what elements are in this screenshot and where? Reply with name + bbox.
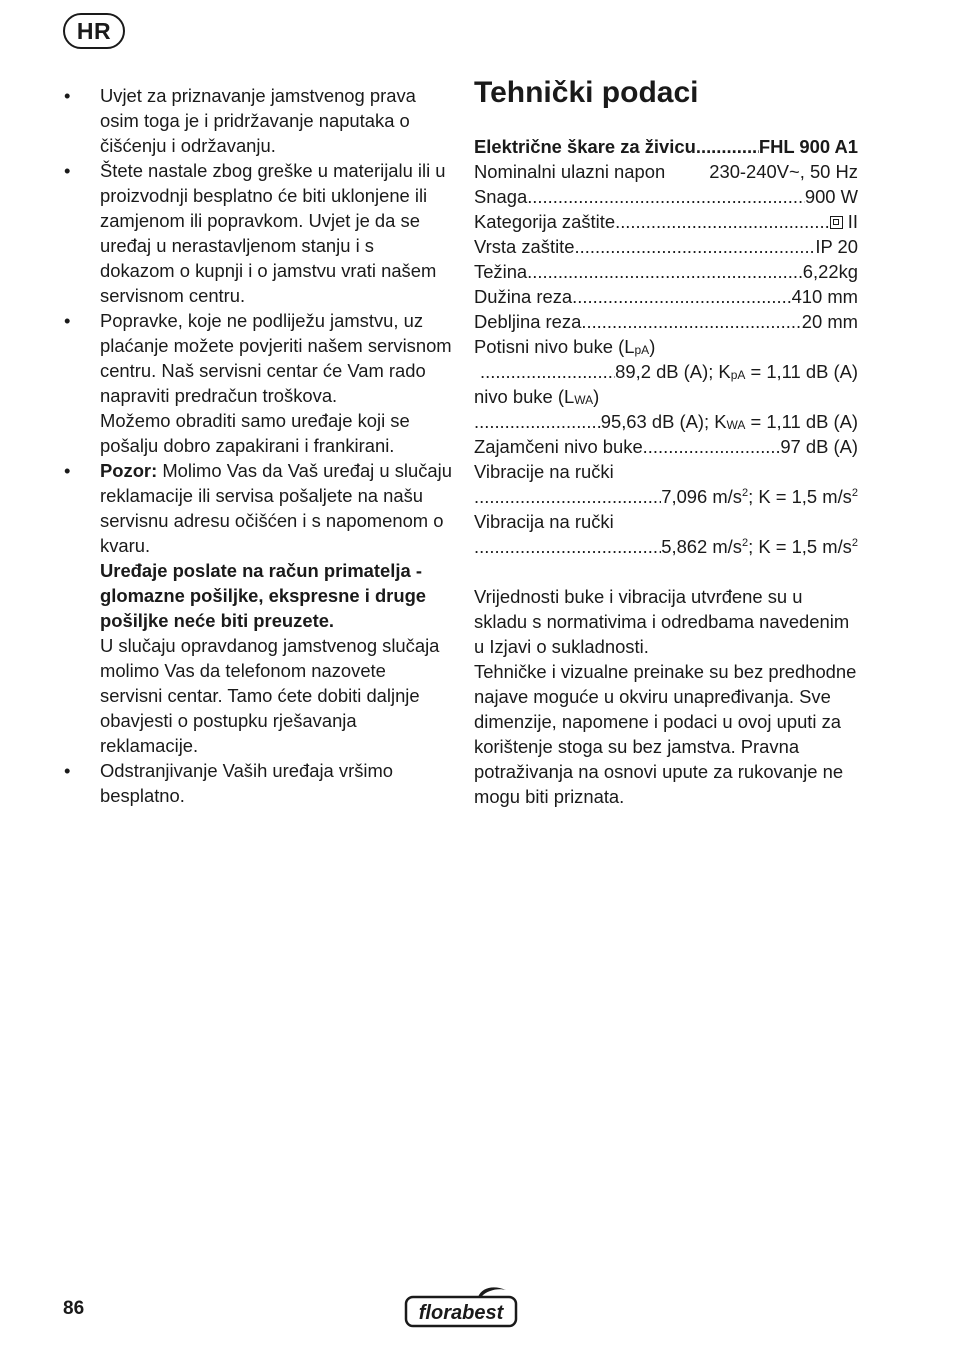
- spec-label: Vrsta zaštite: [474, 236, 575, 257]
- superscript: 2: [851, 487, 858, 499]
- dot-leader: [474, 409, 601, 434]
- spacer: [474, 559, 858, 584]
- dot-leader: [643, 434, 781, 459]
- list-item: [60, 158, 452, 308]
- spec-value: 900 W: [804, 186, 858, 207]
- bullet-extra-text: Možemo obraditi samo uređaje koji se pošalju dobro zapakirani i frankirani.: [100, 410, 410, 456]
- dot-leader: [581, 309, 801, 334]
- spec-value: [661, 484, 858, 509]
- bullet-bold-lead: Pozor:: [100, 460, 158, 481]
- spec-row-power: [474, 184, 858, 209]
- spec-row-guaranteed-sound: [474, 434, 858, 459]
- spec-value: [615, 359, 858, 384]
- bullet-text: Molimo Vas da Vaš uređaj u slučaju reklamacije ili servisa pošaljete na našu servisnu adresu očišćen i s napomenom o kvaru.: [100, 460, 452, 556]
- dot-leader: [474, 534, 661, 559]
- spec-label-sound-power: [474, 384, 858, 409]
- spec-value: 230-240V~, 50 Hz: [709, 161, 858, 182]
- spec-value: [601, 409, 858, 434]
- spec-row-ip: [474, 234, 858, 259]
- dot-leader: [527, 184, 805, 209]
- subscript: pA: [634, 343, 650, 357]
- label-text: Potisni nivo buke (L: [474, 336, 635, 357]
- spec-label: Električne škare za živicu: [474, 136, 696, 157]
- subscript: WA: [574, 393, 594, 407]
- brand-name: florabest: [418, 1302, 504, 1324]
- spec-value: [661, 534, 858, 559]
- bullet-text: Odstranjivanje Vaših uređaja vršimo besplatno.: [100, 760, 394, 806]
- dot-leader: [480, 359, 615, 384]
- spec-value: 20 mm: [801, 311, 858, 332]
- spec-row-weight: [474, 259, 858, 284]
- value-text: 5,862 m/s: [661, 536, 742, 557]
- spec-row-cut-length: [474, 284, 858, 309]
- notes: [474, 584, 858, 809]
- spec-row-sound-pressure: [474, 359, 858, 384]
- bullet-extra-text: U slučaju opravdanog jamstvenog slučaja molimo Vas da telefonom nazovete servisni centar. Tamo ćete dobiti daljnje obavjesti o postupku rješavanja reklamacije.: [100, 635, 440, 756]
- spec-label-vibration-1: Vibracije na ručki: [474, 461, 614, 482]
- protection-class-text: II: [847, 211, 858, 232]
- dot-leader: [527, 259, 803, 284]
- spec-value: IP 20: [815, 236, 858, 257]
- spec-label: Debljina reza: [474, 311, 582, 332]
- spec-label-vibration-2: Vibracija na ručki: [474, 511, 614, 532]
- spec-row-sound-power: [474, 409, 858, 434]
- bullet-text: Štete nastale zbog greške u materijalu ili u proizvodnji besplatno će biti uklonjene ili zamjenom ili popravkom. Uvjet je da se uređaj u nerastavljenom stanju i s dokazom o kupnji i o jamstvu vrati našem servisnom centru.: [100, 160, 446, 306]
- bold-note-text: Uređaje poslate na račun primatelja - glomazne pošiljke, ekspresne i druge pošiljke neće biti preuzete.: [100, 560, 427, 631]
- list-item: [60, 458, 452, 758]
- dot-leader: [615, 209, 830, 234]
- technical-data-column: [474, 76, 858, 809]
- list-item: [60, 758, 452, 808]
- page-number: 86: [63, 1298, 85, 1319]
- bullet-text: • Popravke, koje ne podliježu jamstvu, uz plaćanje možete povjeriti našem servisnom centru. Naš servisni centar će Vam rado napraviti predračun troškova.: [100, 310, 452, 406]
- spec-label: Dužina reza: [474, 286, 573, 307]
- value-text: ; K = 1,5 m/s: [748, 536, 852, 557]
- spec-label-sound-pressure: [474, 334, 858, 359]
- dot-leader: [474, 484, 661, 509]
- bullet-paragraph: [100, 458, 452, 558]
- spec-label: Snaga: [474, 186, 528, 207]
- spec-value: 97 dB (A): [780, 436, 858, 457]
- protection-class-ii-icon: [830, 216, 843, 229]
- label-text: ): [649, 336, 656, 357]
- value-text: 89,2 dB (A); K: [615, 361, 731, 382]
- warranty-column: [60, 83, 452, 808]
- spec-row-voltage: [474, 159, 858, 184]
- subscript: WA: [726, 418, 746, 432]
- subscript: pA: [730, 368, 746, 382]
- spec-value: FHL 900 A1: [758, 136, 858, 157]
- section-title: Tehnički podaci: [474, 76, 699, 109]
- spec-row-product: [474, 134, 858, 159]
- spec-label: Zajamčeni nivo buke: [474, 436, 643, 457]
- spec-label: Nominalni ulazni napon: [474, 161, 666, 182]
- list-item: [60, 83, 452, 158]
- florabest-logo: [404, 1283, 518, 1329]
- spec-label: Težina: [474, 261, 528, 282]
- value-text: 95,63 dB (A); K: [600, 411, 727, 432]
- superscript: 2: [851, 537, 858, 549]
- label-text: ): [593, 386, 600, 407]
- spec-row-vibration-1: [474, 484, 858, 509]
- bullet-text: Uvjet za priznavanje jamstvenog prava osim toga je i pridržavanje naputaka o čišćenju i održavanju.: [100, 85, 416, 156]
- dot-leader: [572, 284, 791, 309]
- dot-leader: [696, 134, 759, 159]
- note-paragraph: Vrijednosti buke i vibracija utvrđene su u skladu s normativima i odredbama navedenim u Izjavi o sukladnosti.: [474, 586, 850, 657]
- list-item: [60, 308, 452, 458]
- spec-label: Kategorija zaštite: [474, 211, 616, 232]
- label-text: nivo buke (L: [474, 386, 575, 407]
- language-code: HR: [76, 17, 112, 44]
- spec-row-cut-thickness: [474, 309, 858, 334]
- value-text: = 1,11 dB (A): [745, 411, 858, 432]
- superscript: 2: [742, 487, 749, 499]
- dot-leader: [575, 234, 816, 259]
- spec-value: 410 mm: [791, 286, 858, 307]
- warranty-list: [60, 83, 452, 808]
- superscript: 2: [742, 537, 749, 549]
- spec-value: [830, 209, 858, 234]
- value-text: 7,096 m/s: [661, 486, 742, 507]
- spec-row-vibration-2: [474, 534, 858, 559]
- language-badge: [63, 13, 125, 49]
- spec-value: 6,22kg: [802, 261, 858, 282]
- note-paragraph: Tehničke i vizualne preinake su bez predhodne najave moguće u okviru unapređivanja. Sve dimenzije, napomene i podaci u ovoj uputi za korištenje stoga su bez jamstva. Pravna potraživanja na osnovi upute za rukovanje ne mogu biti priznata.: [474, 661, 857, 807]
- bullet-bold-note: [100, 558, 452, 633]
- value-text: = 1,11 dB (A): [745, 361, 858, 382]
- value-text: ; K = 1,5 m/s: [748, 486, 852, 507]
- spec-row-protection-class: [474, 209, 858, 234]
